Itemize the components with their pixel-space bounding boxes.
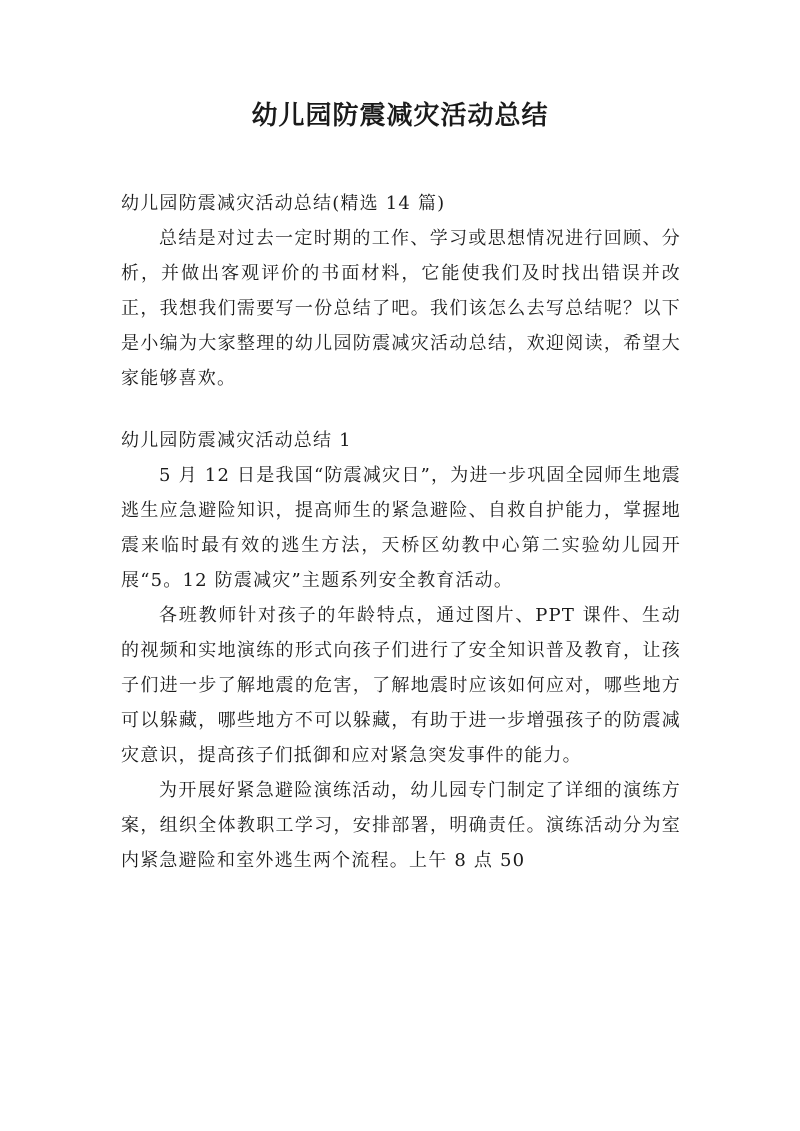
section-paragraph: 为开展好紧急避险演练活动，幼儿园专门制定了详细的演练方案，组织全体教职工学习，安排部署，明确责任。演练活动分为室内紧急避险和室外逃生两个流程。上午 8 点 50 bbox=[121, 780, 681, 871]
intro-paragraph: 总结是对过去一定时期的工作、学习或思想情况进行回顾、分析，并做出客观评价的书面材料，它能使我们及时找出错误并改正，我想我们需要写一份总结了吧。我们该怎么去写总结呢？以下是小编为大家整理的幼儿园防震减灾活动总结，欢迎阅读，希望大家能够喜欢。 bbox=[121, 228, 681, 389]
document-title: 幼儿园防震减灾活动总结 bbox=[251, 101, 549, 131]
section-paragraph: 各班教师针对孩子的年龄特点，通过图片、PPT 课件、生动的视频和实地演练的形式向孩子们进行了安全知识普及教育，让孩子们进一步了解地震的危害，了解地震时应该如何应对，哪些地方可以躲藏，哪些地方不可以躲藏，有助于进一步增强孩子的防震减灾意识，提高孩子们抵御和应对紧急突发事件的能力。 bbox=[121, 605, 681, 766]
document-body bbox=[121, 186, 681, 878]
section-heading: 幼儿园防震减灾活动总结 1 bbox=[121, 430, 352, 451]
section-paragraph: 5 月 12 日是我国“防震减灾日”，为进一步巩固全园师生地震逃生应急避险知识，提高师生的紧急避险、自救自护能力，掌握地震来临时最有效的逃生方法，天桥区幼教中心第二实验幼儿园开展“5。12 防震减灾”主题系列安全教育活动。 bbox=[121, 465, 681, 591]
document-subtitle: 幼儿园防震减灾活动总结(精选 14 篇) bbox=[121, 193, 446, 214]
